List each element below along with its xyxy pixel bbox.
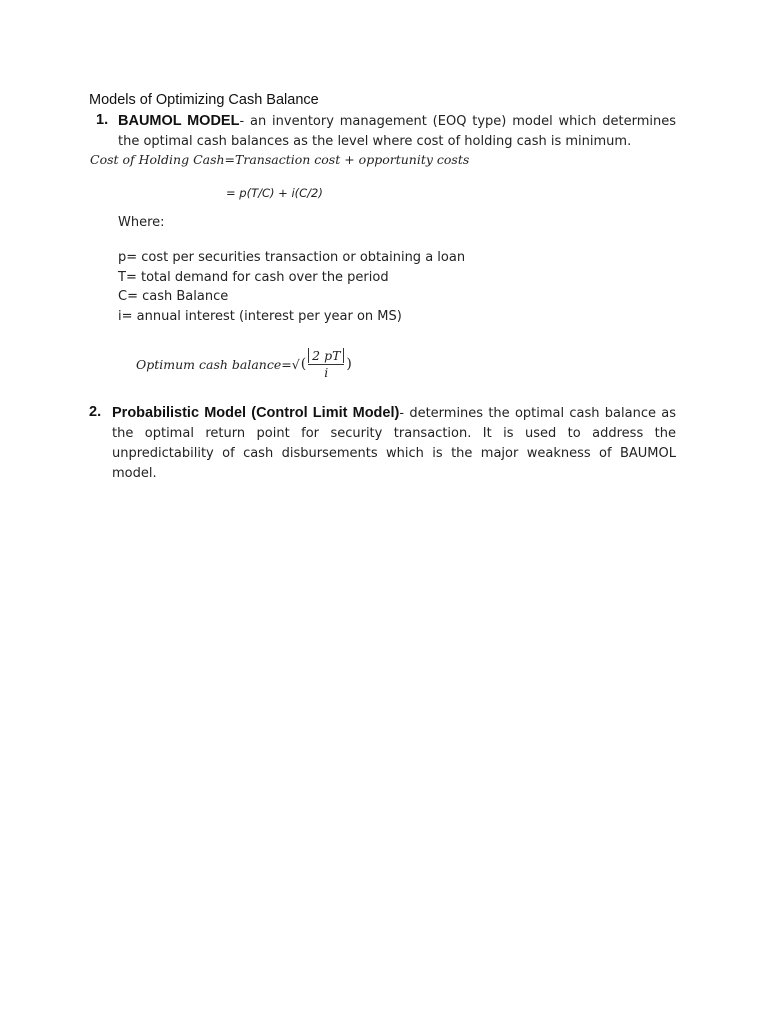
item-1-text: - an inventory management (EOQ type) model which determines the optimal cash balances as the level where cost of holding cash is minimum.	[118, 114, 676, 149]
item-2-title: Probabilistic Model (Control Limit Model)	[112, 405, 400, 421]
definition-p: p= cost per securities transaction or obtaining a loan	[118, 250, 466, 265]
optimum-cash-formula	[136, 344, 353, 384]
close-paren: )	[346, 356, 352, 372]
open-paren: (	[300, 356, 307, 372]
item-2-paragraph	[112, 403, 676, 484]
list-number-1: 1.	[96, 112, 109, 128]
fraction	[308, 348, 344, 380]
cost-formula: Cost of Holding Cash=Transaction cost + opportunity costs	[90, 152, 470, 167]
optimum-lhs: Optimum cash balance=√	[136, 356, 300, 372]
definitions-list	[118, 248, 465, 327]
item-1-paragraph	[118, 111, 676, 152]
definition-C: C= cash Balance	[118, 289, 229, 305]
fraction-numerator: 2 pT	[308, 348, 344, 363]
definition-T: T= total demand for cash over the period	[118, 269, 389, 285]
page-heading: Models of Optimizing Cash Balance	[89, 92, 319, 108]
where-label: Where:	[118, 215, 165, 230]
item-1-title: BAUMOL MODEL	[118, 113, 240, 129]
item-2-text: - determines the optimal cash balance as the optimal return point for security transaction. It is used to address the unpredictability of cash disbursements which is the major weakness of BAUMOL model.	[112, 406, 676, 481]
fraction-denominator: i	[324, 365, 329, 380]
definition-i: i= annual interest (interest per year on MS)	[118, 309, 402, 325]
expanded-formula: = p(T/C) + i(C/2)	[226, 186, 323, 200]
list-number-2: 2.	[89, 404, 102, 420]
